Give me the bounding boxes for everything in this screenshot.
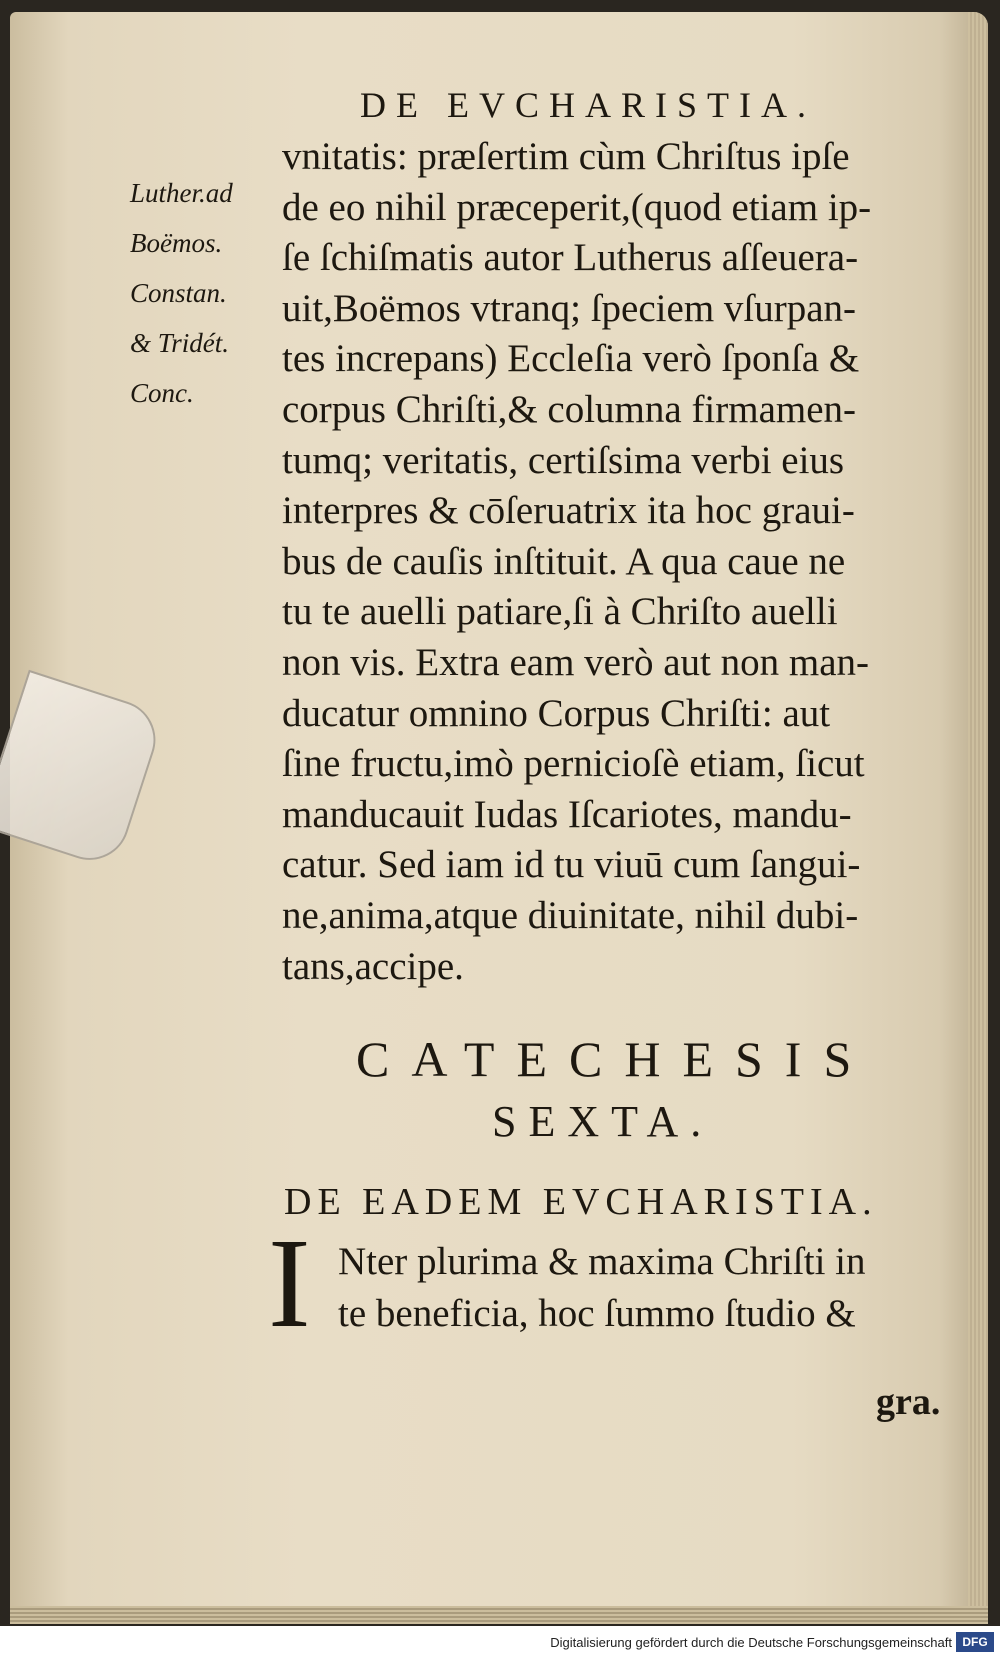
margin-note: Luther.ad [130, 178, 233, 208]
text-line: tans,accipe. [282, 944, 464, 988]
bottom-page-edge [10, 1606, 988, 1624]
section-heading: DE EADEM EVCHARISTIA. [284, 1181, 878, 1223]
opening-text [338, 1236, 866, 1340]
footer-credit: Digitalisierung gefördert durch die Deutsche Forschungsgemeinschaft [550, 1635, 952, 1650]
text-line: corpus Chriſti,& columna firmamen- [282, 387, 857, 431]
text-line: interpres & cōſeruatrix ita hoc graui- [282, 489, 855, 533]
text-line: Nter plurima & maxima Chriſti in [338, 1240, 866, 1283]
footer-bar [0, 1626, 1000, 1656]
dfg-logo: DFG [956, 1632, 994, 1652]
chapter-subtitle: SEXTA. [492, 1097, 714, 1146]
text-line: ſe ſchiſmatis autor Lutherus aſſeuera- [282, 236, 859, 280]
drop-cap-initial: I [268, 1212, 311, 1354]
body-text [282, 132, 972, 992]
text-line: tes increpans) Eccleſia verò ſponſa & [282, 337, 860, 381]
text-line: catur. Sed iam id tu viuū cum ſangui- [282, 843, 861, 887]
text-line: te beneficia, hoc ſummo ſtudio & [338, 1292, 856, 1335]
margin-note: Conc. [130, 378, 194, 408]
text-line: tu te auelli patiare,ſi à Chriſto auelli [282, 590, 838, 634]
text-line: non vis. Extra eam verò aut non man- [282, 640, 869, 684]
margin-note: Constan. [130, 278, 227, 308]
text-line: de eo nihil præceperit,(quod etiam ip- [282, 185, 872, 229]
text-line: ducatur omnino Corpus Chriſti: aut [282, 691, 831, 735]
text-line: tumq; veritatis, certiſsima verbi eius [282, 438, 845, 482]
page-tab [0, 670, 166, 870]
margin-note: & Tridét. [130, 328, 230, 358]
margin-notes [130, 168, 233, 418]
text-line: uit,Boëmos vtranq; ſpeciem vſurpan- [282, 286, 857, 330]
margin-note: Boëmos. [130, 228, 223, 258]
running-head: DE EVCHARISTIA. [360, 85, 816, 125]
text-line: ne,anima,atque diuinitate, nihil dubi- [282, 893, 859, 937]
chapter-title: CATECHESIS [356, 1031, 874, 1087]
text-line: manducauit Iudas Iſcariotes, mandu- [282, 792, 852, 836]
catchword: gra. [876, 1381, 941, 1423]
text-line: vnitatis: præſertim cùm Chriſtus ipſe [282, 135, 850, 178]
text-line: bus de cauſis inſtituit. A qua caue ne [282, 539, 846, 583]
text-line: ſine fructu,imò pernicioſè etiam, ſicut [282, 742, 865, 786]
